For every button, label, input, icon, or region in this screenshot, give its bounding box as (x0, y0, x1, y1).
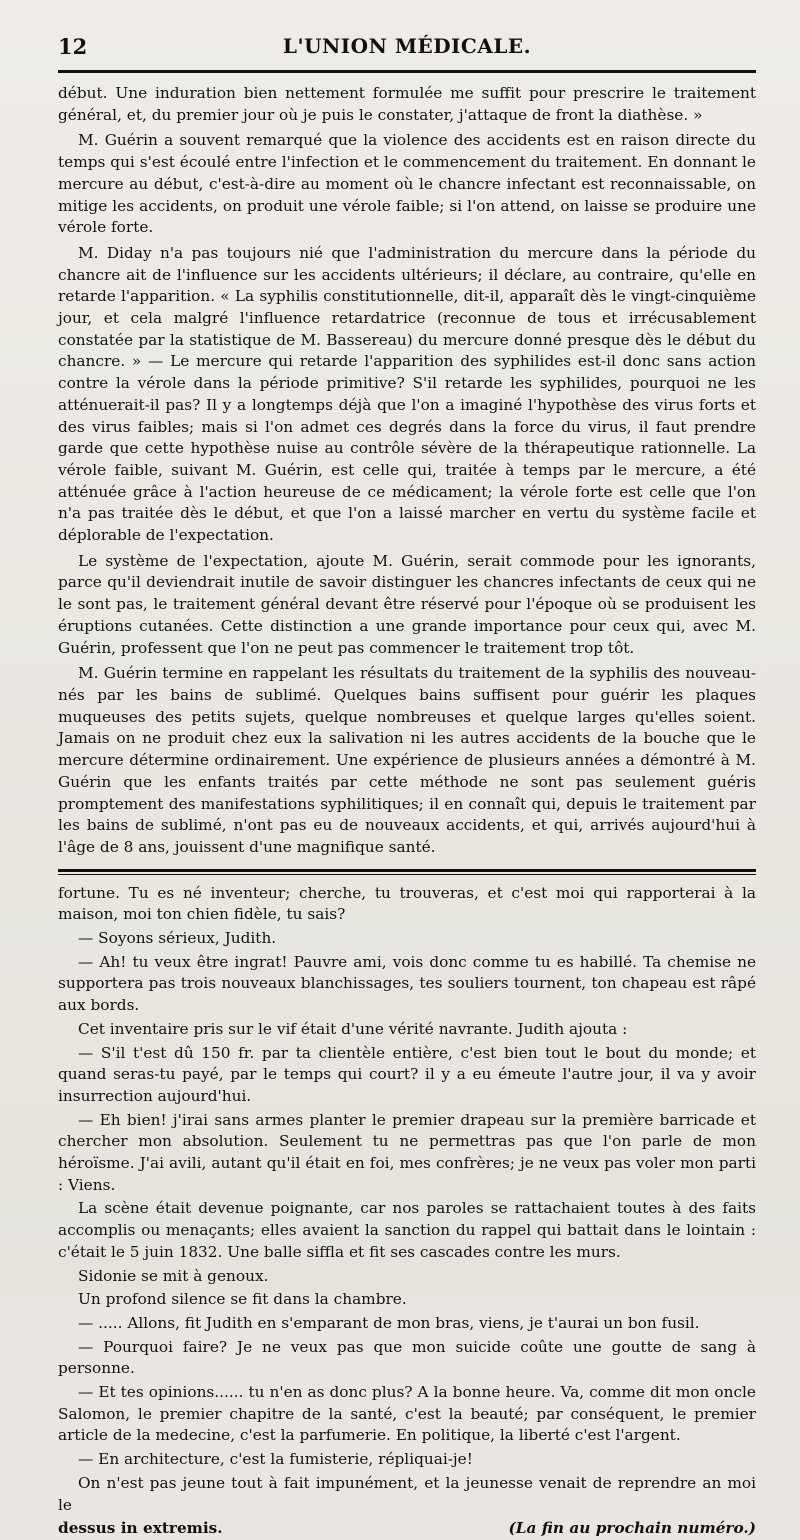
feuilleton-closing-line (58, 1518, 756, 1540)
page-number: 12 (58, 34, 88, 59)
article-paragraph: M. Guérin a souvent remarqué que la violence des accidents est en raison directe du temps qui s'est écoulé entre l'infection et le commencement du traitement. En donnant le mercure au début, c'est-à-dire au moment où le chancre infectant est reconnaissable, on mitige les accidents, on produit une vérole faible; si l'on attend, on laisse se produire une vérole forte. (58, 131, 756, 237)
feuilleton-paragraph: fortune. Tu es né inventeur; cherche, tu trouveras, et c'est moi qui rapporterai à la maison, moi ton chien fidèle, tu sais? (58, 883, 756, 924)
feuilleton-paragraph: Cet inventaire pris sur le vif était d'une vérité navrante. Judith ajouta : (78, 1019, 628, 1038)
feuilleton-paragraph: — ..... Allons, fit Judith en s'emparant de mon bras, viens, je t'aurai un bon fusil. (78, 1313, 700, 1332)
feuilleton-story (58, 883, 756, 1540)
page-header (58, 34, 756, 68)
section-divider (58, 869, 756, 875)
feuilleton-paragraph: Sidonie se mit à genoux. (78, 1266, 269, 1285)
feuilleton-paragraph: On n'est pas jeune tout à fait impunément, et la jeunesse venait de reprendre an moi le (58, 1473, 756, 1514)
feuilleton-paragraph: — Ah! tu veux être ingrat! Pauvre ami, vois donc comme tu es habillé. Ta chemise ne supportera pas trois nouveaux blanchissages, tes souliers tournent, ton chapeau est râpé aux bords. (58, 952, 756, 1015)
medical-article (58, 83, 756, 859)
feuilleton-paragraph: — Eh bien! j'irai sans armes planter le premier drapeau sur la première barricade et chercher mon absolution. Seulement tu ne permettras pas que l'on parle de mon héroïsme. J'ai avili, autant qu'il était en foi, mes confrères; je ne veux pas voler mon parti : Viens. (58, 1110, 756, 1194)
closing-left-text: dessus in extremis. (58, 1519, 223, 1538)
feuilleton-paragraph: — En architecture, c'est la fumisterie, répliquai-je! (78, 1450, 473, 1469)
continued-notice: (La fin au prochain numéro.) (508, 1519, 756, 1538)
feuilleton-paragraph: — S'il t'est dû 150 fr. par ta clientèle entière, c'est bien tout le bout du monde; et quand seras-tu payé, par le temps qui court? il y a eu émeute l'autre jour, il va y avoir insurrection aujourd'hui. (58, 1043, 756, 1105)
article-paragraph: début. Une induration bien nettement formulée me suffit pour prescrire le traitement général, et, du premier jour où je puis le constater, j'attaque de front la diathèse. » (58, 84, 756, 124)
feuilleton-paragraph: La scène était devenue poignante, car nos paroles se rattachaient toutes à des faits accomplis ou menaçants; elles avaient la sanction du rappel qui battait dans le lointain : c'était le 5 juin 1832. Une balle siffla et fit ses cascades contre les murs. (58, 1199, 756, 1261)
article-paragraph: M. Diday n'a pas toujours nié que l'administration du mercure dans la période du chancre ait de l'influence sur les accidents ultérieurs; il déclare, au contraire, qu'elle en retarde l'apparition. « La syphilis constitutionnelle, dit-il, apparaît dès le vingt-cinquième jour, et cela malgré l'influence retardatrice (reconnue de tous et irrécusablement constatée par la statistique de M. Bassereau) du mercure donné presque dès le début du chancre. » — Le mercure qui retarde l'apparition des syphilides est-il donc sans action contre la vérole dans la période primitive? S'il retarde les syphilides, pourquoi ne les atténuerait-il pas? Il y a longtemps déjà que l'on a imaginé l'hypothèse des virus forts et des virus faibles; mais si l'on admet ces degrés dans la force du virus, il faut prendre garde que cette hypothèse nuise au contrôle sévère de la thérapeutique rationnelle. La vérole faible, suivant M. Guérin, est celle qui, traitée à temps par le mercure, a été atténuée grâce à l'action heureuse de ce médicament; la vérole forte est celle que l'on n'a pas traitée dès le début, et que l'on a laissé marcher en vertu du système facile et déplorable de l'expectation. (58, 243, 756, 545)
feuilleton-paragraph: — Pourquoi faire? Je ne veux pas que mon suicide coûte une goutte de sang à personne. (58, 1337, 756, 1378)
feuilleton-paragraph: Un profond silence se fit dans la chambre. (78, 1290, 407, 1309)
article-paragraph: Le système de l'expectation, ajoute M. Guérin, serait commode pour les ignorants, parce qu'il deviendrait inutile de savoir distinguer les chancres infectants de ceux qui ne le sont pas, le traitement général devant être réservé pour l'époque où se produisent les éruptions cutanées. Cette distinction a une grande importance pour ceux qui, avec M. Guérin, professent que l'on ne peut pas commencer le traitement trop tôt. (58, 551, 756, 657)
feuilleton-paragraph: — Et tes opinions...... tu n'en as donc plus? A la bonne heure. Va, comme dit mon oncle Salomon, le premier chapitre de la santé, c'est la beauté; par conséquent, le premier article de la medecine, c'est la parfumerie. En politique, la liberté c'est l'argent. (58, 1383, 756, 1445)
header-rule (58, 70, 756, 73)
running-title: L'UNION MÉDICALE. (282, 34, 532, 58)
article-paragraph: M. Guérin termine en rappelant les résultats du traitement de la syphilis des nouveau-nés par les bains de sublimé. Quelques bains suffisent pour guérir les plaques muqueuses des petits sujets, quelque nombreuses et quelque larges qu'elles soient. Jamais on ne produit chez eux la salivation ni les autres accidents de la bouche que le mercure détermine ordinairement. Une expérience de plusieurs années a démontré à M. Guérin que les enfants traités par cette méthode ne sont pas seulement guéris promptement des manifestations syphilitiques; il en connaît qui, depuis le traitement par les bains de sublimé, n'ont pas eu de nouveaux accidents, et qui, arrivés aujourd'hui à l'âge de 8 ans, jouissent d'une magnifique santé. (58, 664, 756, 856)
feuilleton-paragraph: — Soyons sérieux, Judith. (78, 929, 277, 948)
